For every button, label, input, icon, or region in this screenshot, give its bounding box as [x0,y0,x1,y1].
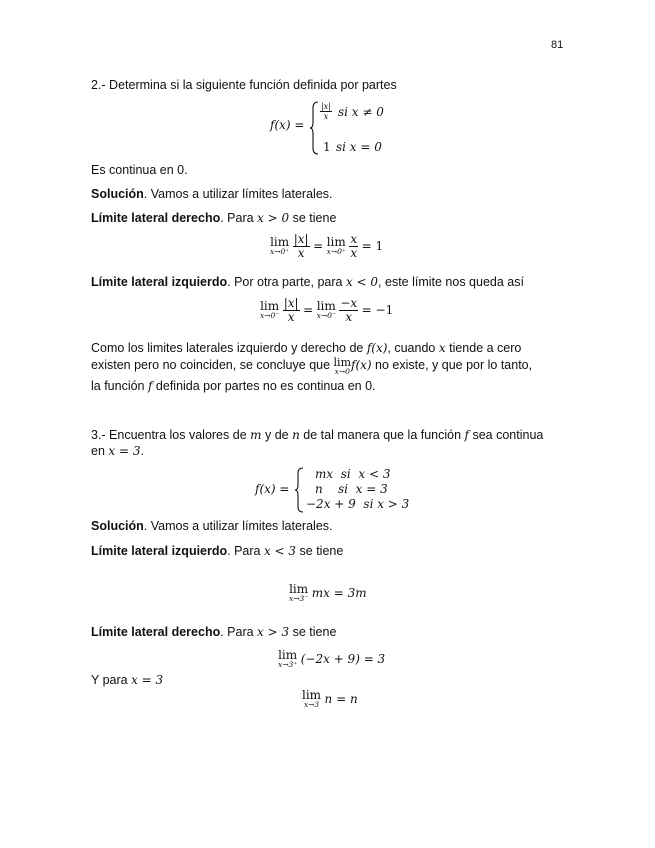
case1-fraction: $\frac{|x|}{x}$ [321,102,331,121]
conclusion-line-2: existen pero no coinciden, se concluye que lim x→0 f(x) no existe, y que por lo tanto, [91,356,533,376]
case1-condition: si x ≠ 0 [338,105,384,119]
right-limit-heading-3: Límite lateral derecho. Para x > 3 se tiene [91,625,337,639]
piecewise-function-2 [270,100,440,156]
function-lhs: f(x) = [255,482,290,496]
solution-line-3: Solución. Vamos a utilizar límites laterales. [91,519,333,533]
left-limit-equation-3: lim x→3⁻ mx = 3m [289,582,367,603]
solution-line-2: Solución. Vamos a utilizar límites laterales. [91,187,333,201]
case2: n si x = 3 [315,482,388,496]
problem-2-statement: 2.- Determina si la siguiente función definida por partes [91,78,397,92]
problem-3-statement: 3.- Encuentra los valores de m y de n de tal manera que la función f sea continua [91,428,544,442]
left-limit-heading-3: Límite lateral izquierdo. Para x < 3 se tiene [91,544,344,558]
case1: mx si x < 3 [315,467,391,481]
conclusion-line-3: la función f definida por partes no es continua en 0. [91,379,376,393]
piecewise-function-3 [255,466,415,514]
right-limit-heading-2: Límite lateral derecho. Para x > 0 se tiene [91,211,337,225]
case2-condition: si x = 0 [336,140,382,154]
left-brace-icon [295,466,305,514]
continuity-question: Es continua en 0. [91,163,188,177]
limit-at-3-equation: lim x→3 n = n [302,688,358,709]
right-limit-equation: lim x→0⁺ $\frac{|x|}{x}$ = lim x→0⁺ $\frac{x}{x}$ = 1 [270,232,384,260]
conclusion-line-1: Como los limites laterales izquierdo y derecho de f(x), cuando x tiende a cero [91,341,522,355]
left-brace-icon [310,100,320,156]
lim-operator: lim x→0⁺ [270,235,290,256]
page-number: 81 [551,39,564,51]
right-limit-equation-3: lim x→3⁺ (−2x + 9) = 3 [278,648,386,669]
function-lhs: f(x) = [270,118,305,132]
problem-3-statement-line-2: en x = 3. [91,444,144,458]
y-para-line: Y para x = 3 [91,673,164,687]
case3: −2x + 9 si x > 3 [306,497,410,511]
left-limit-equation: lim x→0⁻ $\frac{|x|}{x}$ = lim x→0⁻ $\frac{-x}{x}$ = −1 [260,296,394,324]
case2-value: 1 [323,140,331,154]
left-limit-heading-2: Límite lateral izquierdo. Por otra parte, para x < 0, este límite nos queda así [91,275,524,289]
